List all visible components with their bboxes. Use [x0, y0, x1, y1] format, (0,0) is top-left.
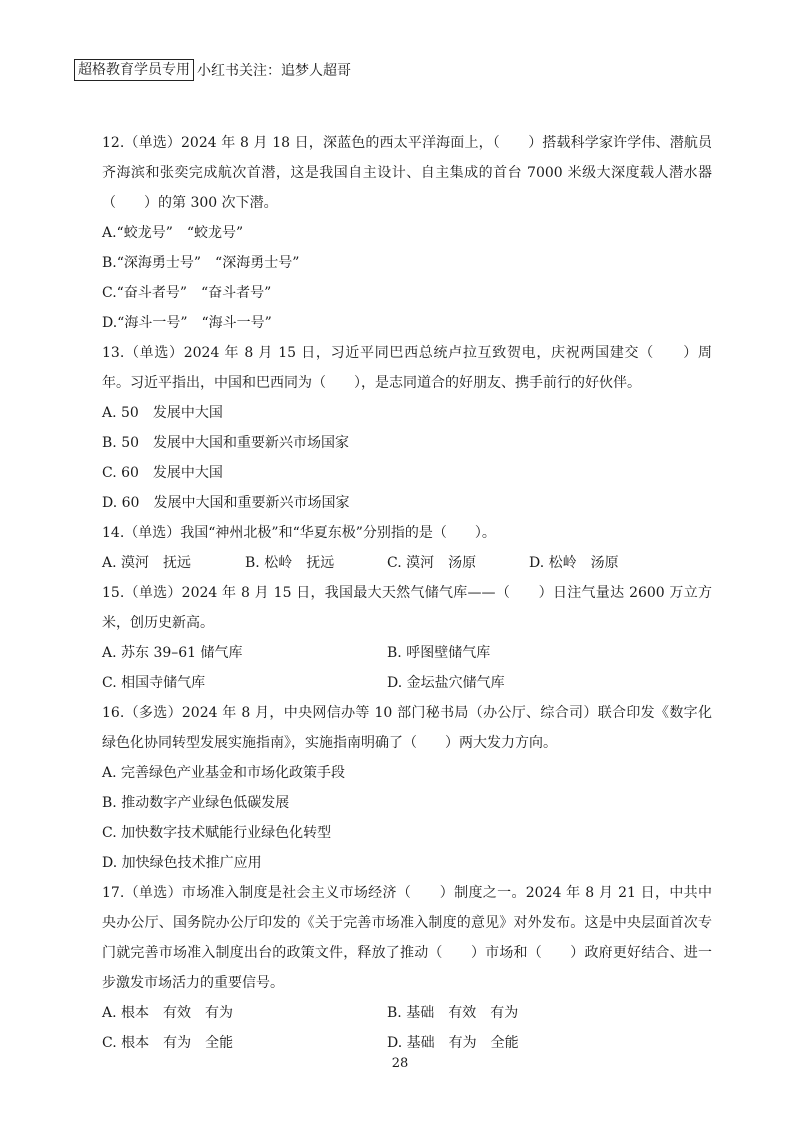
- option-c: C.“奋斗者号” “奋斗者号”: [102, 285, 272, 301]
- option-a: A.“蛟龙号” “蛟龙号”: [102, 225, 244, 241]
- page-header: [74, 59, 351, 81]
- option-c: C. 漠河 汤原: [387, 555, 477, 571]
- question-16: [102, 698, 712, 878]
- option-d: D. 金坛盐穴储气库: [387, 675, 505, 691]
- question-15: [102, 578, 712, 698]
- option-a: A. 50 发展中大国: [102, 405, 223, 421]
- option-b: B. 50 发展中大国和重要新兴市场国家: [102, 435, 350, 451]
- option-d: D. 松岭 汤原: [529, 555, 619, 571]
- option-d: D. 基础 有为 全能: [387, 1035, 519, 1051]
- option-b: B. 呼图壁储气库: [387, 645, 491, 661]
- option-a: A. 完善绿色产业基金和市场化政策手段: [102, 765, 346, 781]
- option-d: D.“海斗一号” “海斗一号”: [102, 315, 272, 331]
- options-row: [102, 998, 712, 1028]
- option-c: C. 加快数字技术赋能行业绿色化转型: [102, 825, 332, 841]
- follow-note: 小红书关注：追梦人超哥: [197, 63, 351, 79]
- option-c: C. 60 发展中大国: [102, 465, 223, 481]
- option-c: C. 根本 有为 全能: [102, 1035, 234, 1051]
- question-stem: 15.（单选）2024 年 8 月 15 日，我国最大天然气储气库——（ ）日注气量达 2600 万立方米，创历史新高。: [102, 585, 712, 631]
- question-14: [102, 518, 712, 578]
- question-stem: 16.（多选）2024 年 8 月，中央网信办等 10 部门秘书局（办公厅、综合司）联合印发《数字化绿色化协同转型发展实施指南》，实施指南明确了（ ）两大发力方向。: [102, 705, 712, 751]
- options-row: [102, 638, 712, 668]
- options-row: [102, 1028, 712, 1058]
- option-c: C. 相国寺储气库: [102, 675, 206, 691]
- option-b: B.“深海勇士号” “深海勇士号”: [102, 255, 300, 271]
- option-d: D. 加快绿色技术推广应用: [102, 855, 262, 871]
- options-row: [102, 668, 712, 698]
- options-row: [102, 548, 712, 578]
- option-a: A. 苏东 39–61 储气库: [102, 645, 243, 661]
- option-d: D. 60 发展中大国和重要新兴市场国家: [102, 495, 350, 511]
- option-b: B. 松岭 抚远: [245, 555, 335, 571]
- option-a: A. 根本 有效 有为: [102, 1005, 234, 1021]
- page-number: 28: [391, 1056, 409, 1071]
- question-list: [102, 128, 712, 1058]
- option-a: A. 漠河 抚远: [102, 555, 192, 571]
- institution-badge: 超格教育学员专用: [74, 59, 194, 81]
- option-b: B. 基础 有效 有为: [387, 1005, 519, 1021]
- question-stem: 12.（单选）2024 年 8 月 18 日，深蓝色的西太平洋海面上，（ ）搭载科学家许学伟、潜航员齐海滨和张奕完成航次首潜，这是我国自主设计、自主集成的首台 7000 米级大深度载人潜水器（ ）的第 300 次下潜。: [102, 135, 712, 211]
- question-stem: 17.（单选）市场准入制度是社会主义市场经济（ ）制度之一。2024 年 8 月 21 日，中共中央办公厅、国务院办公厅印发的《关于完善市场准入制度的意见》对外发布。这是中央层面首次专门就完善市场准入制度出台的政策文件，释放了推动（ ）市场和（ ）政府更好结合、进一步激发市场活力的重要信号。: [102, 885, 712, 991]
- question-17: [102, 878, 712, 1058]
- question-stem: 13.（单选）2024 年 8 月 15 日，习近平同巴西总统卢拉互致贺电，庆祝两国建交（ ）周年。习近平指出，中国和巴西同为（ ），是志同道合的好朋友、携手前行的好伙伴。: [102, 345, 712, 391]
- question-13: [102, 338, 712, 518]
- option-b: B. 推动数字产业绿色低碳发展: [102, 795, 290, 811]
- question-stem: 14.（单选）我国“神州北极”和“华夏东极”分别指的是（ ）。: [102, 525, 496, 541]
- question-12: [102, 128, 712, 338]
